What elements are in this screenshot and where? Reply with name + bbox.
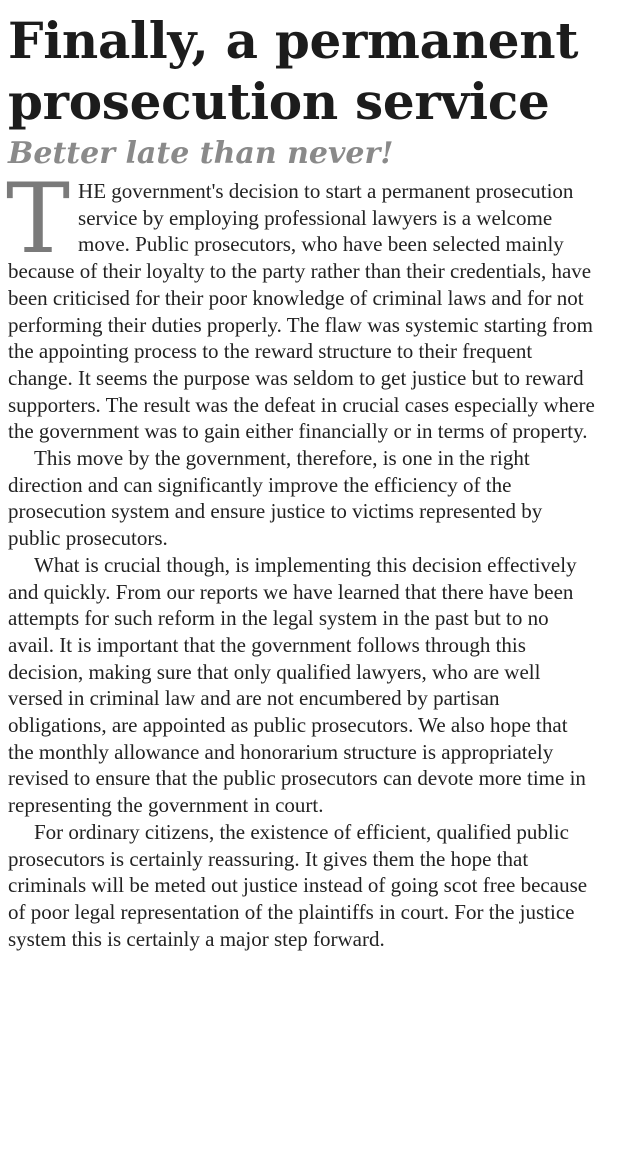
editorial-article	[8, 10, 598, 952]
lead-paragraph	[6, 163, 598, 445]
drop-cap: T	[6, 163, 71, 275]
body-paragraph: What is crucial though, is implementing this decision effectively and quickly. From our reports we have learned that there have been attempts for such reform in the legal system in the past but to no avail. It is important that the government follows through this decision, making sure that only qualified lawyers, who are well versed in criminal law and are not encumbered by partisan obligations, are appointed as public prosecutors. We also hope that the monthly allowance and honorarium structure is appropriately revised to ensure that the public prosecutors can devote more time in representing the government in court.	[8, 552, 586, 818]
body-paragraph: For ordinary citizens, the existence of efficient, qualified public prosecutors is certainly reassuring. It gives them the hope that criminals will be meted out justice instead of going scot free because of poor legal representation of the plaintiffs in court. For the justice system this is certainly a major step forward.	[8, 819, 588, 951]
deck-subtitle: Better late than never!	[8, 136, 394, 171]
article-body	[6, 163, 598, 952]
body-paragraph: This move by the government, therefore, is one in the right direction and can significantly improve the efficiency of the prosecution system and ensure justice to victims represented by public prosecutors.	[8, 446, 543, 551]
lead-paragraph-text: HE government's decision to start a permanent prosecution service by employing professional lawyers is a welcome move. Public prosecutors, who have been selected mainly because of their loyalty to the party rather than their credentials, have been criticised for their poor knowledge of criminal laws and for not performing their duties properly. The flaw was systemic starting from the appointing process to the reward structure to their frequent change. It seems the purpose was seldom to get justice but to reward supporters. The result was the defeat in crucial cases especially where the government was to gain either financially or in terms of property.	[8, 179, 595, 444]
headline: Finally, a permanent prosecution service	[8, 11, 579, 131]
